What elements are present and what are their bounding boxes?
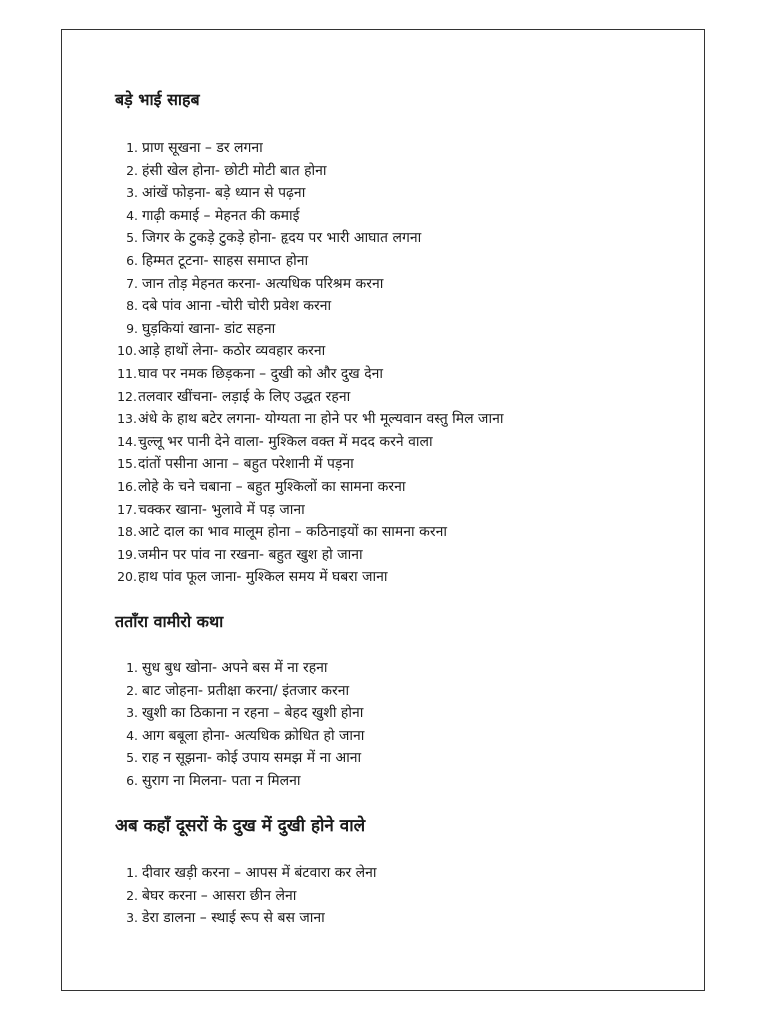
item-text: जिगर के टुकड़े टुकड़े होना- हृदय पर भारी आघात लगना	[142, 230, 422, 247]
item-number: 15.	[117, 456, 137, 472]
idiom-list	[115, 657, 694, 793]
item-text: हिम्मत टूटना- साहस समाप्त होना	[142, 252, 309, 269]
item-text: अंधे के हाथ बटेर लगना- योग्यता ना होने पर भी मूल्यवान वस्तु मिल जाना	[138, 411, 504, 428]
list-item	[115, 521, 694, 544]
item-text: राह न सूझना- कोई उपाय समझ में ना आना	[142, 750, 362, 767]
list-item	[115, 566, 694, 589]
item-text: चक्कर खाना- भुलावे में पड़ जाना	[138, 501, 305, 518]
item-number: 2.	[126, 162, 138, 178]
item-text: डेरा डालना – स्थाई रूप से बस जाना	[142, 910, 325, 927]
item-number: 3.	[126, 185, 138, 201]
idiom-list	[115, 137, 694, 589]
item-text: हाथ पांव फूल जाना- मुश्किल समय में घबरा जाना	[138, 569, 388, 586]
list-item	[115, 318, 694, 341]
item-number: 6.	[126, 252, 138, 268]
list-item	[115, 205, 694, 228]
item-text: सुराग ना मिलना- पता न मिलना	[142, 772, 301, 789]
list-item	[115, 702, 694, 725]
item-number: 5.	[126, 750, 138, 766]
list-item	[115, 770, 694, 793]
item-text: खुशी का ठिकाना न रहना – बेहद खुशी होना	[142, 705, 364, 722]
item-text: हंसी खेल होना- छोटी मोटी बात होना	[142, 162, 327, 179]
item-number: 6.	[126, 772, 138, 788]
list-item	[115, 453, 694, 476]
list-item	[115, 544, 694, 567]
item-number: 11.	[117, 365, 137, 381]
item-text: लोहे के चने चबाना – बहुत मुश्किलों का सामना करना	[138, 478, 406, 495]
item-number: 3.	[126, 910, 138, 926]
list-item	[115, 182, 694, 205]
item-text: जमीन पर पांव ना रखना- बहुत खुश हो जाना	[138, 546, 363, 563]
list-item	[115, 363, 694, 386]
item-number: 17.	[117, 501, 137, 517]
item-number: 10.	[117, 343, 137, 359]
item-number: 19.	[117, 546, 137, 562]
item-text: आंखें फोड़ना- बड़े ध्यान से पढ़ना	[142, 185, 306, 202]
list-item	[115, 725, 694, 748]
item-text: तलवार खींचना- लड़ाई के लिए उद्धत रहना	[138, 388, 351, 405]
item-number: 1.	[126, 865, 138, 880]
item-number: 13.	[117, 411, 137, 427]
item-text: सुध बुध खोना- अपने बस में ना रहना	[142, 660, 328, 676]
item-number: 4.	[126, 727, 138, 743]
list-item	[115, 680, 694, 703]
item-text: दबे पांव आना -चोरी चोरी प्रवेश करना	[142, 298, 332, 315]
list-item	[115, 408, 694, 431]
section-title: तताँरा वामीरो कथा	[115, 612, 224, 631]
list-item	[115, 273, 694, 296]
item-text: गाढ़ी कमाई – मेहनत की कमाई	[142, 207, 300, 224]
idiom-list	[115, 862, 694, 930]
section-ab-kahan-doosron-ke-dukh-mein	[115, 815, 694, 930]
list-item	[115, 885, 694, 908]
item-text: बाट जोहना- प्रतीक्षा करना/ इंतजार करना	[142, 682, 350, 699]
list-item	[115, 227, 694, 250]
section-tataara-vaamiro-katha	[115, 611, 694, 793]
item-number: 3.	[126, 705, 138, 721]
list-item	[115, 250, 694, 273]
item-text: प्राण सूखना – डर लगना	[142, 140, 263, 156]
item-number: 14.	[117, 433, 137, 449]
list-item	[115, 476, 694, 499]
list-item	[115, 386, 694, 409]
document-page	[61, 29, 705, 991]
item-number: 12.	[117, 388, 137, 404]
item-number: 5.	[126, 230, 138, 246]
item-number: 7.	[126, 275, 138, 291]
item-text: जान तोड़ मेहनत करना- अत्यधिक परिश्रम करना	[142, 275, 384, 292]
item-number: 1.	[126, 660, 138, 675]
item-number: 2.	[126, 682, 138, 698]
list-item	[115, 862, 694, 885]
item-number: 4.	[126, 207, 138, 223]
list-item	[115, 340, 694, 363]
item-text: घाव पर नमक छिड़कना – दुखी को और दुख देना	[138, 365, 384, 382]
item-text: आग बबूला होना- अत्यधिक क्रोधित हो जाना	[142, 727, 365, 744]
item-text: दांतों पसीना आना – बहुत परेशानी में पड़ना	[138, 456, 354, 473]
item-number: 1.	[126, 140, 138, 155]
item-number: 9.	[126, 320, 138, 336]
list-item	[115, 747, 694, 770]
item-number: 2.	[126, 887, 138, 903]
section-bade-bhai-sahab	[115, 89, 694, 589]
list-item	[115, 499, 694, 522]
list-item	[115, 657, 694, 680]
section-title: अब कहाँ दूसरों के दुख में दुखी होने वाले	[115, 816, 366, 836]
list-item	[115, 160, 694, 183]
item-number: 20.	[117, 569, 137, 585]
list-item	[115, 907, 694, 930]
item-text: दीवार खड़ी करना – आपस में बंटवारा कर लेना	[142, 865, 377, 881]
item-text: बेघर करना – आसरा छीन लेना	[142, 887, 297, 904]
item-number: 8.	[126, 298, 138, 314]
item-text: आड़े हाथों लेना- कठोर व्यवहार करना	[138, 343, 326, 360]
list-item	[115, 137, 694, 160]
list-item	[115, 295, 694, 318]
list-item	[115, 431, 694, 454]
item-number: 16.	[117, 478, 137, 494]
item-number: 18.	[117, 524, 137, 540]
item-text: आटे दाल का भाव मालूम होना – कठिनाइयों का सामना करना	[138, 524, 448, 541]
section-title: बड़े भाई साहब	[115, 90, 200, 109]
item-text: घुड़कियां खाना- डांट सहना	[142, 320, 276, 337]
item-text: चुल्लू भर पानी देने वाला- मुश्किल वक्त में मदद करने वाला	[138, 433, 433, 450]
